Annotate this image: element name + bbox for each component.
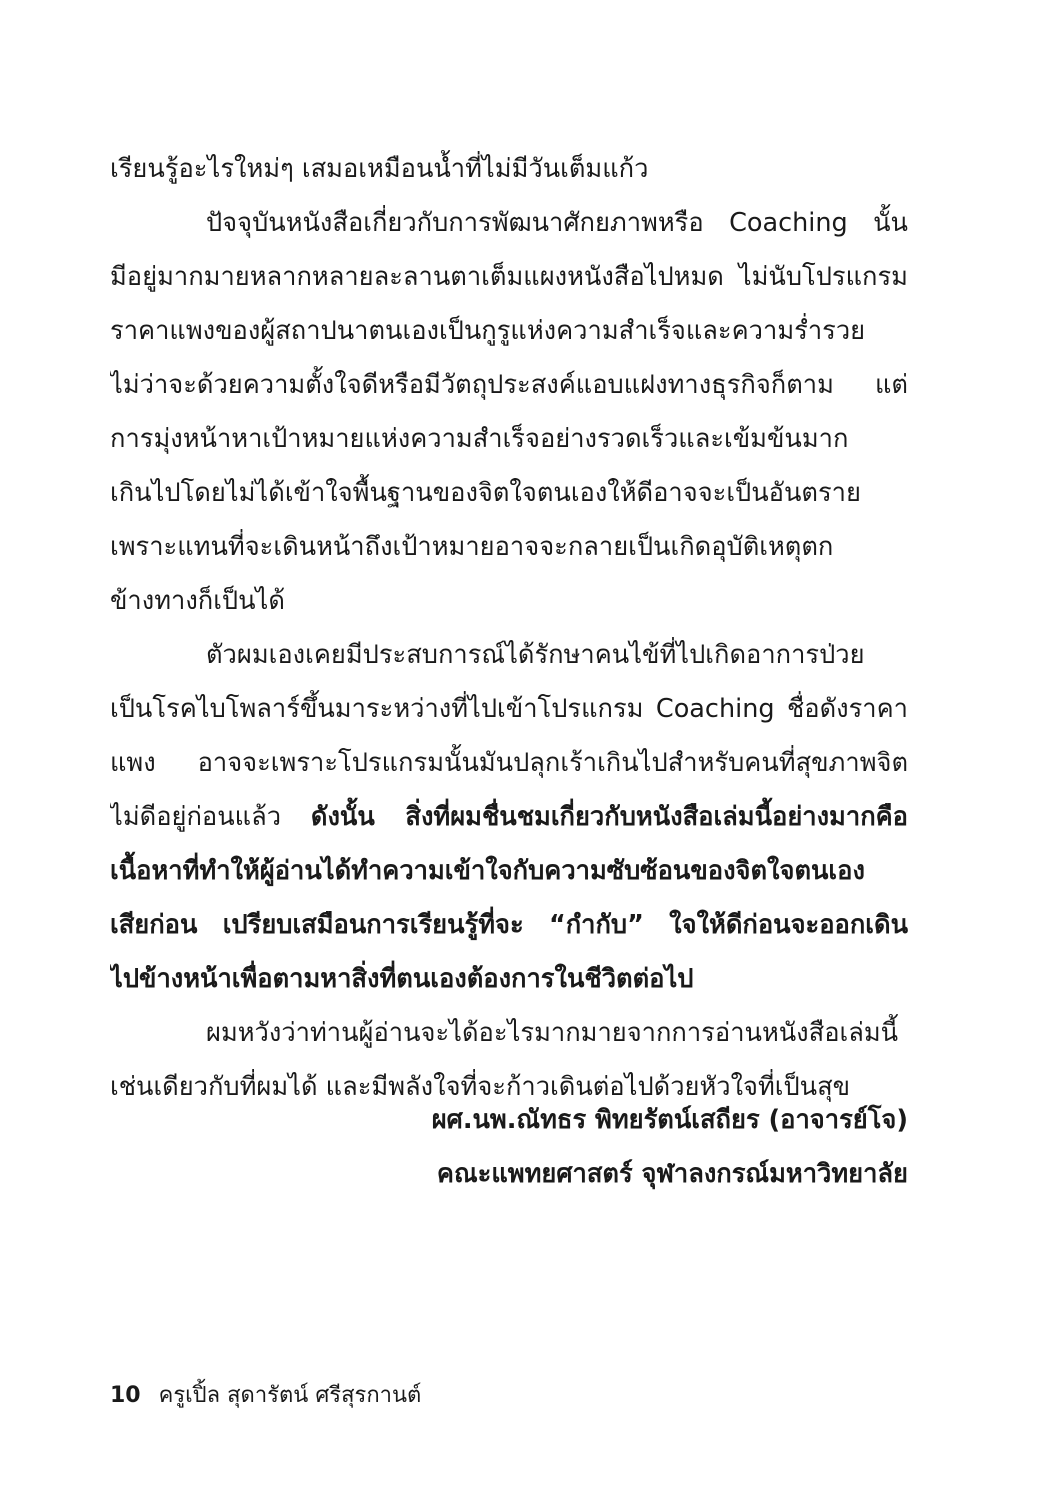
paragraph-line: ปัจจุบันหนังสือเกี่ยวกับการพัฒนาศักยภาพหรือ Coaching นั้น <box>206 208 908 238</box>
paragraph-line: เพราะแทนที่จะเดินหน้าถึงเป้าหมายอาจจะกลายเป็นเกิดอุบัติเหตุตก <box>110 532 834 562</box>
paragraph-line: ตัวผมเองเคยมีประสบการณ์ได้รักษาคนไข้ที่ไปเกิดอาการป่วย <box>206 640 865 670</box>
paragraph-line-mixed <box>110 790 908 844</box>
paragraph-line: เกินไปโดยไม่ได้เข้าใจพื้นฐานของจิตใจตนเองให้ดีอาจจะเป็นอันตราย <box>110 478 861 508</box>
paragraph-line-bold: เนื้อหาที่ทำให้ผู้อ่านได้ทำความเข้าใจกับความซับซ้อนของจิตใจตนเอง <box>110 856 865 886</box>
paragraph-line: การมุ่งหน้าหาเป้าหมายแห่งความสำเร็จอย่างรวดเร็วและเข้มข้นมาก <box>110 424 849 454</box>
signature-block <box>110 1093 908 1201</box>
paragraph-line-bold: ไปข้างหน้าเพื่อตามหาสิ่งที่ตนเองต้องการในชีวิตต่อไป <box>110 964 694 994</box>
paragraph-line: ราคาแพงของผู้สถาปนาตนเองเป็นกูรูแห่งความสำเร็จและความร่ำรวย <box>110 316 866 346</box>
paragraph-line: ข้างทางก็เป็นได้ <box>110 586 285 616</box>
paragraph-line: ผมหวังว่าท่านผู้อ่านจะได้อะไรมากมายจากการอ่านหนังสือเล่มนี้ <box>206 1018 899 1048</box>
signature-name: ผศ.นพ.ณัทธร พิทยรัตน์เสถียร (อาจารย์โจ) <box>431 1105 908 1135</box>
paragraph-line: มีอยู่มากมายหลากหลายละลานตาเต็มแผงหนังสือไปหมด ไม่นับโปรแกรม <box>110 262 908 292</box>
bold-text-span: ดังนั้น สิ่งที่ผมชื่นชมเกี่ยวกับหนังสือเล่มนี้อย่างมากคือ <box>310 802 908 832</box>
paragraph-line: เป็นโรคไบโพลาร์ขึ้นมาระหว่างที่ไปเข้าโปรแกรม Coaching ชื่อดังราคา <box>110 694 908 724</box>
signature-affiliation: คณะแพทยศาสตร์ จุฬาลงกรณ์มหาวิทยาลัย <box>436 1159 908 1189</box>
page-footer <box>110 1376 421 1416</box>
paragraph-line: ไม่ว่าจะด้วยความตั้งใจดีหรือมีวัตถุประสงค์แอบแฝงทางธุรกิจก็ตาม แต่ <box>110 370 908 400</box>
paragraph-line-bold: เสียก่อน เปรียบเสมือนการเรียนรู้ที่จะ “กำกับ” ใจให้ดีก่อนจะออกเดิน <box>110 910 908 940</box>
footer-author: ครูเปิ้ล สุดารัตน์ ศรีสุรกานต์ <box>158 1383 422 1408</box>
paragraph-line: แพง อาจจะเพราะโปรแกรมนั้นมันปลุกเร้าเกินไปสำหรับคนที่สุขภาพจิต <box>110 748 908 778</box>
plain-text-span: ไม่ดีอยู่ก่อนแล้ว <box>110 802 311 832</box>
page-number: 10 <box>110 1383 141 1408</box>
paragraph-line: เรียนรู้อะไรใหม่ๆ เสมอเหมือนน้ำที่ไม่มีวันเต็มแก้ว <box>110 154 649 184</box>
paragraph-line: เช่นเดียวกับที่ผมได้ และมีพลังใจที่จะก้าวเดินต่อไปด้วยหัวใจที่เป็นสุข <box>110 1072 851 1102</box>
body-text <box>110 142 908 1114</box>
